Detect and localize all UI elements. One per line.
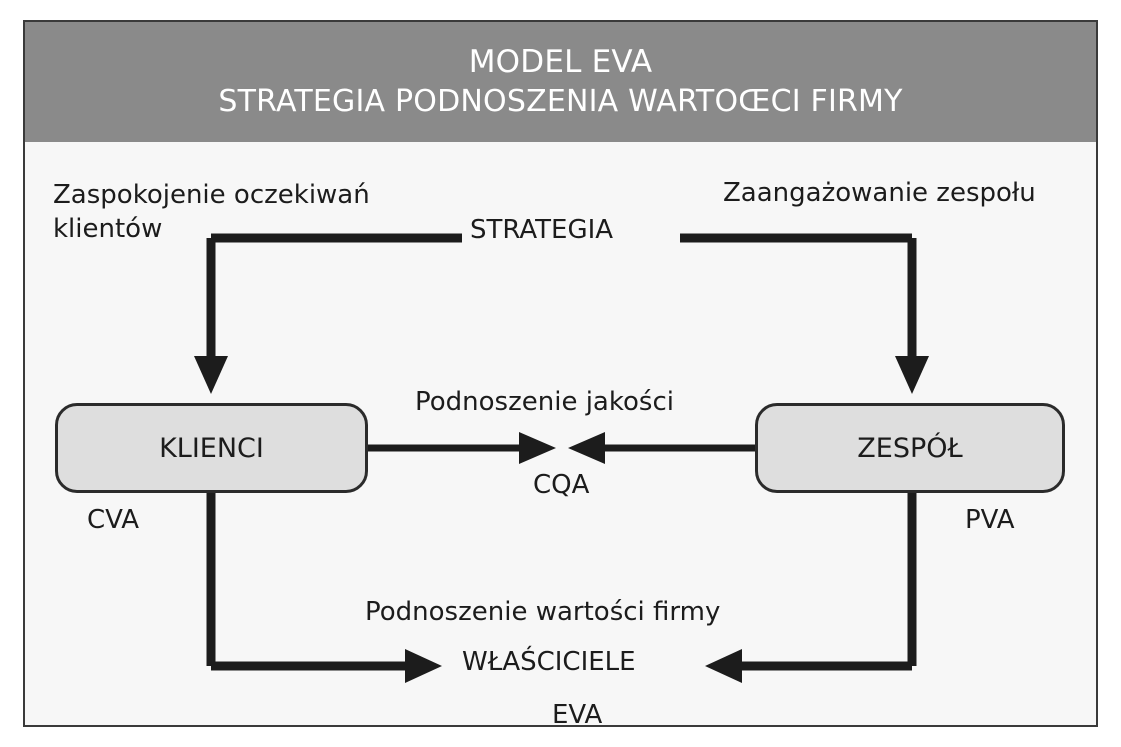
label-cqa: CQA [533,470,590,500]
diagram-canvas [25,142,1096,730]
node-zespol [755,403,1065,493]
arrowhead-cqa-right [519,432,556,464]
label-cva: CVA [87,505,140,535]
node-klienci-label: KLIENCI [159,432,264,464]
arrowhead-cqa-left [568,432,605,464]
arrowhead-owners-right [705,649,742,683]
label-strategia: STRATEGIA [470,215,614,245]
node-klienci [55,403,368,493]
diagram-title-line-1: MODEL EVA [468,43,653,80]
label-quality-raising: Podnoszenie jakości [415,387,674,417]
diagram-frame [23,20,1098,730]
diagram-title-line-2: STRATEGIA PODNOSZENIA WARTOŒCI FIRMY [218,83,903,119]
label-owners: WŁAŚCICIELE [462,647,636,677]
arrowhead-into-klienci [194,356,228,394]
label-firm-value-raising: Podnoszenie wartości firmy [365,597,721,627]
diagram-title-bar [25,22,1096,142]
label-team-engagement: Zaangażowanie zespołu [723,178,1036,208]
arrowhead-into-zespol [895,356,929,394]
label-pva: PVA [965,505,1015,535]
arrowhead-owners-left [405,649,442,683]
node-zespol-label: ZESPÓŁ [857,432,963,464]
label-customer-expectations: Zaspokojenie oczekiwań klientów [53,180,370,245]
label-eva: EVA [552,700,603,730]
